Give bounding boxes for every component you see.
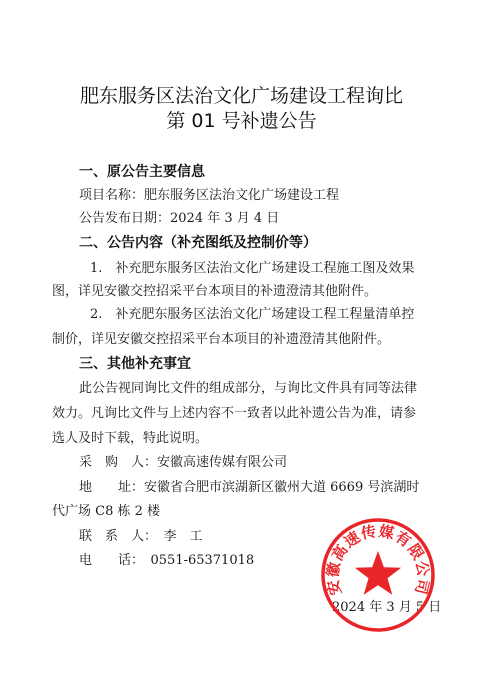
- phone: 电 话： 0551-65371018: [79, 553, 255, 568]
- section3-line3: 选人及时下载，特此说明。: [52, 431, 209, 446]
- section3-line2: 效力。凡询比文件与上述内容不一致者以此补遗公告为准，请参: [52, 406, 417, 421]
- seal-text: 安徽高速传媒有限公司: [323, 521, 433, 598]
- item2-line2: 制价，详见安徽交控招采平台本项目的补遗澄清其他附件。: [52, 332, 391, 347]
- item1-line1: 1. 补充肥东服务区法治文化广场建设工程施工图及效果: [90, 261, 415, 276]
- section1-heading: 一、原公告主要信息: [79, 164, 205, 180]
- item1-line2: 图，详见安徽交控招采平台本项目的补遗澄清其他附件。: [52, 284, 378, 299]
- title-line-2: 第 01 号补遗公告: [166, 110, 317, 132]
- company-seal: [318, 515, 438, 635]
- item2-line1: 2. 补充肥东服务区法治文化广场建设工程工程量清单控: [90, 307, 415, 322]
- section3-heading: 三、其他补充事宜: [79, 356, 191, 372]
- seal-star-icon: [355, 551, 401, 595]
- project-name: 项目名称：肥东服务区法治文化广场建设工程: [79, 188, 340, 203]
- address-line2: 代广场 C8 栋 2 楼: [52, 504, 161, 519]
- section2-heading: 二、公告内容（补充图纸及控制价等）: [79, 235, 317, 251]
- publish-date: 公告发布日期：2024 年 3 月 4 日: [79, 211, 280, 226]
- contact-person: 联 系 人： 李 工: [79, 529, 203, 544]
- address-line1: 地 址：安徽省合肥市滨湖新区徽州大道 6669 号滨湖时: [79, 480, 420, 495]
- buyer: 采 购 人：安徽高速传媒有限公司: [79, 455, 288, 470]
- footer-date: 2024 年 3 月 5 日: [332, 600, 442, 615]
- section3-line1: 此公告视同询比文件的组成部分，与询比文件具有同等法律: [79, 381, 418, 396]
- title-line-1: 肥东服务区法治文化广场建设工程询比: [79, 85, 403, 107]
